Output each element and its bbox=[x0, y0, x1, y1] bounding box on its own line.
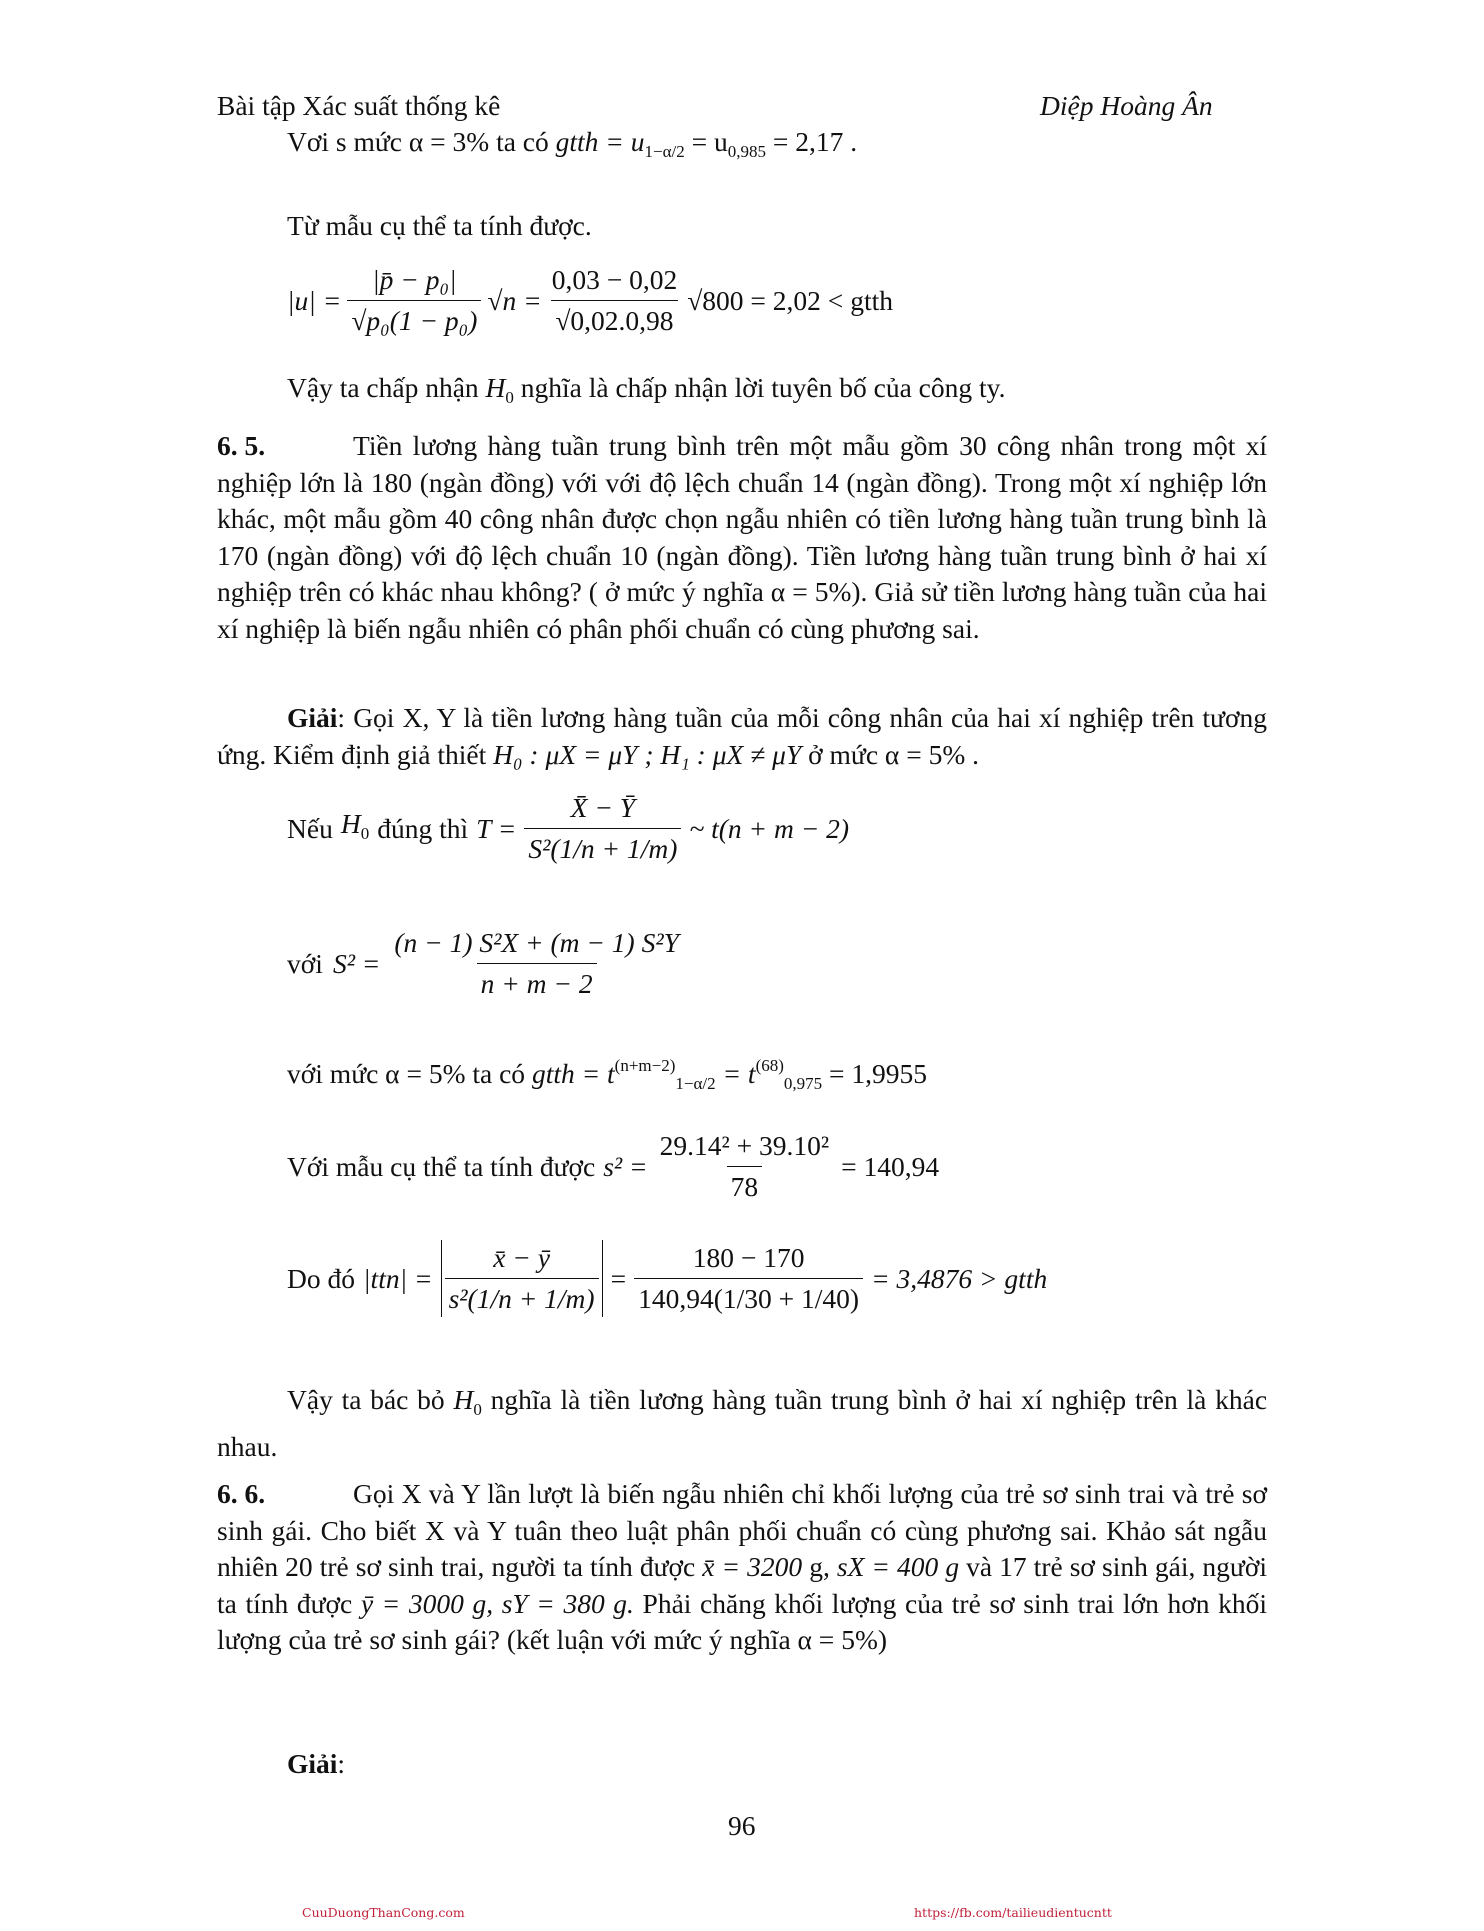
denominator: 78 bbox=[727, 1166, 763, 1205]
math: = bbox=[610, 1262, 627, 1294]
text: đúng thì bbox=[377, 812, 469, 844]
math-sub: 0,975 bbox=[783, 1074, 823, 1093]
math-sub: 1−α/2 bbox=[644, 142, 685, 161]
math-sub: 0 bbox=[360, 823, 370, 843]
text: Nếu bbox=[287, 812, 333, 844]
text: ở mức α = 5% . bbox=[808, 738, 979, 770]
math: x̄ = 3200 bbox=[702, 1551, 803, 1582]
fraction bbox=[445, 1240, 599, 1317]
numerator: 0,03 − 0,02 bbox=[551, 264, 678, 295]
text: g, bbox=[809, 1551, 830, 1582]
denominator: s²(1/n + 1/m) bbox=[445, 1278, 599, 1317]
text: Gọi X và Y lần lượt là biến ngẫu nhiên chỉ khối lượng của trẻ sơ sinh trai và trẻ sơ sinh gái. Cho biết X và Y tuân theo luật phân phối chuẩn có cùng phương sai. Khảo sát ngẫu nhiên 20 trẻ sơ sinh trai, người ta tính được bbox=[217, 1478, 1267, 1582]
problem-6-6 bbox=[217, 1476, 1267, 1659]
problem-6-5 bbox=[217, 428, 1267, 647]
fraction bbox=[390, 925, 683, 1002]
fraction bbox=[347, 262, 481, 339]
math: = 1,9955 bbox=[829, 1058, 928, 1089]
math: = 3,4876 > gtth bbox=[871, 1262, 1048, 1294]
denominator: S²(1/n + 1/m) bbox=[524, 828, 681, 867]
text: Phải chăng khối lượng của trẻ sơ sinh trai lớn hơn khối lượng của trẻ sơ sinh gái? (kết luận với mức ý nghĩa α = 5%) bbox=[217, 1587, 1268, 1655]
math: H bbox=[340, 807, 361, 839]
text: với bbox=[287, 947, 323, 979]
text: Với mẫu cụ thể ta tính được bbox=[287, 1150, 596, 1182]
text: : bbox=[337, 1748, 346, 1779]
math: H₀ : μX = μY ; H₁ : μX ≠ μY bbox=[493, 738, 802, 770]
solution-6-5-intro bbox=[217, 700, 1267, 773]
math: = u bbox=[691, 126, 728, 157]
math: = t bbox=[722, 1058, 756, 1089]
fraction bbox=[548, 262, 682, 339]
fraction bbox=[524, 790, 681, 867]
math-sup: (n+m−2) bbox=[614, 1056, 676, 1075]
problem-number: 6. 5. bbox=[217, 430, 266, 461]
math: ȳ = 3000 g, bbox=[360, 1587, 494, 1619]
text: nghĩa là tiền lương hàng tuần trung bình ở hai xí nghiệp trên là khác nhau. bbox=[217, 1384, 1268, 1462]
numerator: 180 − 170 bbox=[692, 1242, 805, 1273]
footer-left-link[interactable]: CuuDuongThanCong.com bbox=[302, 1905, 465, 1920]
line-gtth-t bbox=[287, 1048, 927, 1102]
math: gtth = u bbox=[555, 126, 645, 157]
denominator: 140,94(1/30 + 1/40) bbox=[634, 1278, 863, 1317]
text: α = 3% ta có bbox=[408, 126, 549, 157]
page-number: 96 bbox=[728, 1810, 756, 1841]
math: = 2,17 . bbox=[772, 126, 858, 157]
numerator: |p̄ − p₀| bbox=[372, 264, 457, 295]
math: s² = bbox=[603, 1150, 648, 1182]
math: |ttn| = bbox=[363, 1262, 433, 1294]
formula-s2-value bbox=[287, 1128, 939, 1205]
solution-6-6-label bbox=[287, 1746, 345, 1782]
math-sub: 0 bbox=[473, 1400, 482, 1419]
math: sX = 400 g bbox=[836, 1551, 960, 1582]
footer-right-link[interactable]: https://fb.com/tailieudientucntt bbox=[914, 1905, 1112, 1920]
math-sub: 0,985 bbox=[727, 142, 766, 161]
math: √n = bbox=[487, 284, 542, 316]
math-sup: (68) bbox=[755, 1056, 784, 1075]
math: ~ t(n + m − 2) bbox=[689, 812, 850, 844]
text: : Gọi X, Y là tiền lương hàng tuần của mỗi công nhân của hai xí nghiệp trên tương ứng. Kiểm định giả thiết bbox=[217, 702, 1267, 770]
text: Vậy ta chấp nhận bbox=[287, 372, 479, 403]
math: = 140,94 bbox=[841, 1150, 940, 1182]
math: |u| = bbox=[287, 284, 342, 316]
line-accept-h0 bbox=[287, 370, 1005, 416]
math-sub: 0 bbox=[505, 388, 514, 407]
problem-text: Tiền lương hàng tuần trung bình trên một mẫu gồm 30 công nhân trong một xí nghiệp lớn là 180 (ngàn đồng) với với độ lệch chuẩn 14 (ngàn đồng). Trong một xí nghiệp lớn khác, một mẫu gồm 40 công nhân được chọn ngẫu nhiên có tiền lương hàng tuần trung bình là 170 (ngàn đồng) với độ lệch chuẩn 10 (ngàn đồng). Tiền lương hàng tuần trung bình ở hai xí nghiệp trên có khác nhau không? ( ở mức ý nghĩa α = 5%). Giả sử tiền lương hàng tuần của hai xí nghiệp là biến ngẫu nhiên có phân phối chuẩn có cùng phương sai. bbox=[217, 430, 1267, 644]
abs-bars bbox=[441, 1240, 603, 1317]
fraction bbox=[634, 1240, 863, 1317]
math: gtth = t bbox=[531, 1058, 615, 1089]
numerator: X̄ − Ȳ bbox=[570, 792, 636, 823]
math: H bbox=[485, 372, 506, 403]
math: H bbox=[453, 1384, 474, 1415]
math: √800 = 2,02 < gtth bbox=[687, 284, 893, 316]
numerator: 29.14² + 39.10² bbox=[659, 1130, 830, 1161]
text: Vậy ta bác bỏ bbox=[287, 1384, 445, 1415]
numerator: x̄ − ȳ bbox=[493, 1242, 550, 1273]
text: Do đó bbox=[287, 1262, 355, 1294]
formula-S2 bbox=[287, 925, 683, 1002]
denominator: √0,02.0,98 bbox=[551, 300, 677, 339]
math-sub: 1−α/2 bbox=[675, 1074, 716, 1093]
formula-T bbox=[287, 790, 849, 867]
conclusion-6-5 bbox=[217, 1382, 1267, 1465]
math: sY = 380 g. bbox=[501, 1587, 634, 1619]
formula-ttn bbox=[287, 1240, 1047, 1317]
text: Vơi s mức bbox=[287, 126, 402, 157]
denominator: n + m − 2 bbox=[477, 963, 597, 1002]
header-author: Diệp Hoàng Ân bbox=[1040, 90, 1213, 121]
fraction bbox=[656, 1128, 834, 1205]
denominator: √p₀(1 − p₀) bbox=[347, 300, 481, 339]
problem-number: 6. 6. bbox=[217, 1478, 266, 1509]
line-compute: Từ mẫu cụ thể ta tính được. bbox=[287, 210, 592, 241]
text: nghĩa là chấp nhận lời tuyên bố của công ty. bbox=[520, 372, 1006, 403]
solution-label: Giải bbox=[287, 1748, 338, 1779]
header-title: Bài tập Xác suất thống kê bbox=[217, 90, 501, 121]
line-gtth-alpha3 bbox=[287, 124, 857, 170]
math: T = bbox=[476, 812, 517, 844]
solution-label: Giải bbox=[287, 702, 338, 733]
text: và 17 trẻ sơ sinh gái, người ta tính được bbox=[217, 1551, 1268, 1619]
formula-u bbox=[287, 262, 893, 339]
numerator: (n − 1) S²X + (m − 1) S²Y bbox=[394, 927, 679, 958]
math: S² = bbox=[332, 947, 381, 979]
text: với mức α = 5% ta có bbox=[287, 1058, 526, 1089]
